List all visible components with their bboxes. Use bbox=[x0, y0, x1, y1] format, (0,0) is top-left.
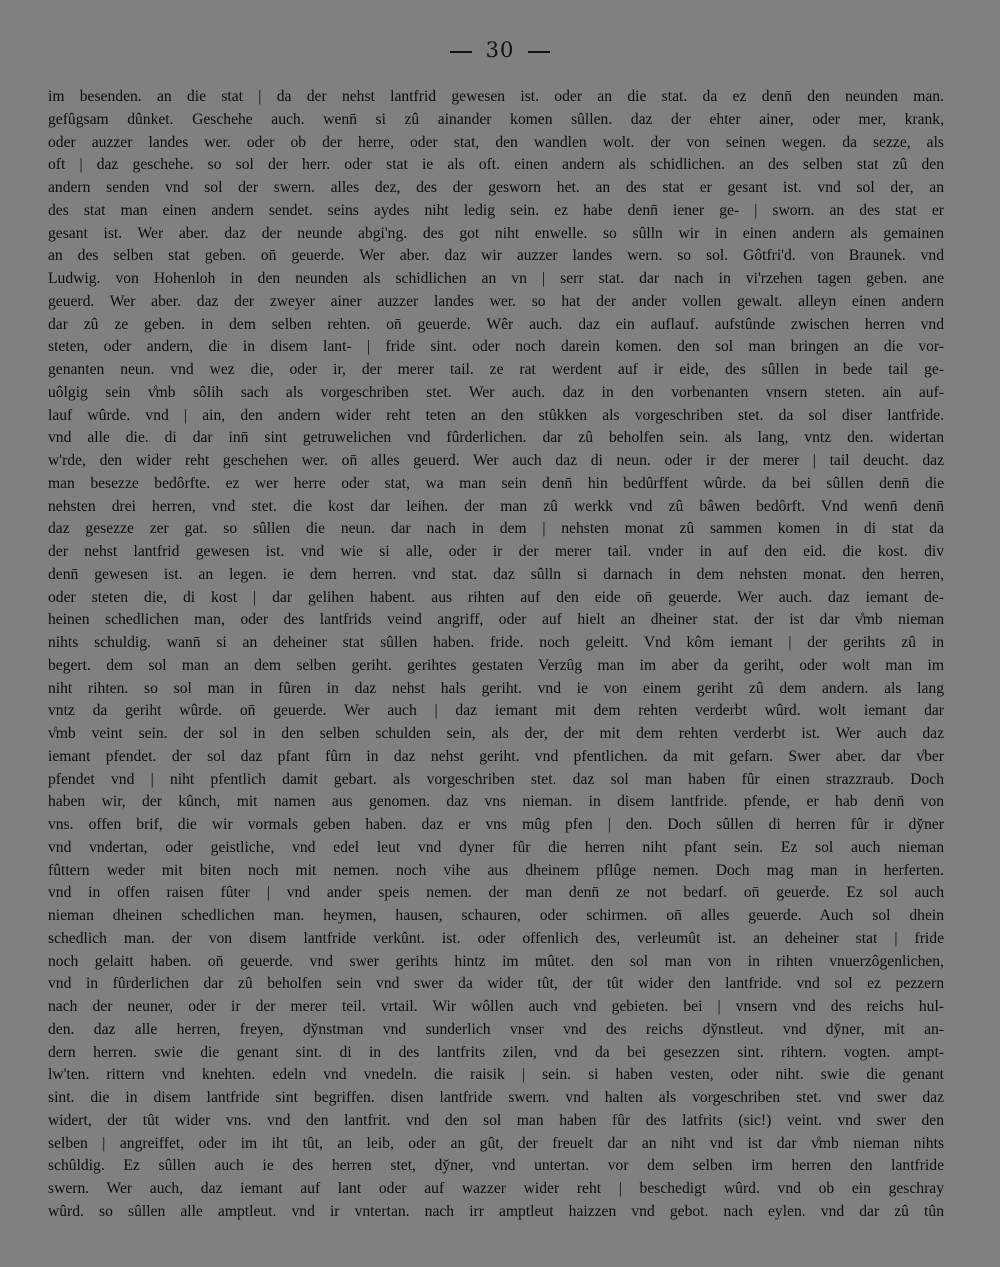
text-line: den. daz alle herren, freyen, dy̆nstman vnd sunderlich vnser vnd des reichs dy̆nstleut. vnd dy̆ner, mit an- bbox=[48, 1020, 944, 1038]
text-line: widert, der tût wider vns. vnd den lantfrit. vnd den sol man haben fûr des latfrits (sic!) veint. vnd swer den bbox=[48, 1111, 944, 1129]
text-line: wûrd. so sûllen alle amptleut. vnd ir vntertan. nach irr amptleut haizzen vnd gebot. nach eylen. vnd dar zû tûn bbox=[48, 1202, 944, 1220]
body-text bbox=[48, 86, 944, 1224]
text-line: w'rde, den wider reht geschehen wer. on̄ alles geuerd. Wer auch daz di neun. oder ir der merer | tail deucht. daz bbox=[48, 452, 944, 469]
text-line: vnd alle die. di dar inn̄ sint getruwelichen vnd fûrderlichen. dar zû beholfen sein. als lang, vntz den. widertan bbox=[48, 429, 944, 447]
text-line: geuerd. Wer aber. daz der zweyer ainer auzzer landes wer. so hat der ander vollen gewalt. alleyn einen andern bbox=[48, 292, 944, 310]
text-line: sint. die in disem lantfride sint begriffen. disen lantfride swern. vnd halten als vorgeschriben stet. vnd swer daz bbox=[48, 1089, 944, 1106]
text-line: genanten neun. vnd wez die, oder ir, der merer tail. ze rat werdent auf ir eide, des sûllen in bede tail ge- bbox=[48, 361, 944, 378]
text-line: begert. dem sol man an dem selben geriht. gerihtes gestaten Verzûg man im aber da geriht, oder wolt man im bbox=[48, 656, 944, 674]
text-line: dar zû ze geben. in dem selben rehten. on̄ geuerde. Wêr auch. daz ein auflauf. aufstûnde zwischen herren vnd bbox=[48, 315, 944, 333]
text-line: vntz da geriht wûrde. on̄ geuerde. Wer auch | daz iemant mit dem rehten verderbt wûrd. wolt iemant dar bbox=[48, 702, 944, 720]
text-line: niht rihten. so sol man in fûren in daz nehst hals geriht. vnd ie von einem geriht zû dem andern. als lang bbox=[48, 679, 944, 697]
text-line: der nehst lantfrid gewesen ist. vnd wie si alle, oder ir der merer tail. vnder in auf den eid. die kost. div bbox=[48, 543, 944, 560]
text-line: nehsten drei herren, vnd stet. die kost dar leihen. der man zû werkk vnd zû bâwen bedôrft. Vnd wenn̄ denn̄ bbox=[48, 497, 944, 515]
text-line: man besezze bedôrfte. ez wer herre oder stat, wa man sein denn̄ hin bedûrffent wûrde. da bei sûllen denn̄ die bbox=[48, 474, 944, 492]
text-line: gesant ist. Wer aber. daz der neunde abgi'ng. des got niht enwelle. so sûlln wir in einen andern als gemainen bbox=[48, 224, 944, 242]
text-line: oder steten die, di kost | dar gelihen habent. aus rihten auf den eide on̄ geuerde. Wer auch. daz iemant de- bbox=[48, 588, 944, 606]
text-line: swern. Wer auch, daz iemant auf lant oder auf wazzer wider reht | beschedigt wûrd. vnd ob ein geschray bbox=[48, 1180, 944, 1197]
text-line: selben | angreiffet, oder im iht tût, an leib, oder an gût, der freuelt dar an niht vnd ist dar v̊mb nieman nihts bbox=[48, 1134, 944, 1152]
text-line: vnd in offen raisen fûter | vnd ander speis nemen. der man denn̄ ze not bedarf. on̄ geuerde. Ez sol auch bbox=[48, 884, 944, 902]
text-line: pfendet vnd | niht pfentlich damit gebart. als vorgeschriben stet. daz sol man haben fûr einen strazzraub. Doch bbox=[48, 770, 944, 788]
text-line: schedlich man. der von disem lantfride verkûnt. ist. oder offenlich des, verleumût ist. an deheiner stat | fride bbox=[48, 929, 944, 947]
text-line: vns. offen brif, die wir vormals geben haben. daz er vns mûg pfen | den. Doch sûllen di herren fûr ir dy̆ner bbox=[48, 816, 944, 833]
text-line: Ludwig. von Hohenloh in den neunden als schidlichen an vn | serr stat. dar nach in vi'rzehen tagen geben. ane bbox=[48, 270, 944, 287]
text-line: v̊mb veint sein. der sol in den selben schulden sein, als der, der mit dem rehten verderbt ist. Wer auch daz bbox=[48, 725, 944, 742]
text-line: an des selben stat geben. on̄ geuerde. Wer aber. daz wir auzzer landes wern. so sol. Gôtfri'd. von Braunek. vnd bbox=[48, 247, 944, 265]
text-line: des stat man einen andern sendet. seins aydes niht ledig sein. ez habe denn̄ iener ge- | sworn. an des stat er bbox=[48, 201, 944, 219]
text-line: nieman dheinen schedlichen man. heymen, hausen, schauren, oder schirmen. on̄ alles geuerde. Auch sol dhein bbox=[48, 907, 944, 924]
text-line: nach der neuner, oder ir der merer teil. vrtail. Wir wôllen auch vnd gebieten. bei | vnsern vnd des reichs hul- bbox=[48, 998, 944, 1015]
text-line: noch gelaitt haben. on̄ geuerde. vnd swer gerihts hintz im mûtet. den sol man von in rihten vnuerzôgenlichen, bbox=[48, 952, 944, 970]
text-line: vnd in fûrderlichen dar zû beholfen sein vnd swer da wider tût, der tût wider den lantfride. vnd sol ez pezzern bbox=[48, 975, 944, 993]
text-line: im besenden. an die stat | da der nehst lantfrid gewesen ist. oder an die stat. da ez denn̄ den neunden man. bbox=[48, 88, 944, 105]
header-dash-left bbox=[450, 51, 472, 53]
page-header bbox=[0, 38, 1000, 62]
text-line: haben wir, der kûnch, mit namen aus genomen. daz vns nieman. in disem lantfride. pfende, er hab denn̄ von bbox=[48, 793, 944, 811]
page-number: 30 bbox=[485, 38, 515, 62]
text-line: andern senden vnd sol der swern. alles dez, des der gesworn het. an des stat er gesant ist. vnd sol der, an bbox=[48, 179, 944, 196]
text-line: vnd vndertan, oder geistliche, vnd edel leut vnd dyner fûr die herren niht pfant sein. Ez sol auch nieman bbox=[48, 838, 944, 856]
text-line: dern herren. swie die genant sint. di in des lantfrits zilen, vnd da bei gesezzen sint. rihtern. vogten. ampt- bbox=[48, 1043, 944, 1061]
text-line: heinen schedlichen man, oder des lantfrids veind angriff, oder auf hielt an dheiner stat. der ist dar v̊mb nieman bbox=[48, 611, 944, 629]
text-line: lauf wûrde. vnd | ain, den andern wider reht teten an den stûkken als vorgeschriben stet. da sol diser lantfride. bbox=[48, 406, 944, 424]
text-line: daz gesezze zer gat. so sûllen die neun. dar nach in dem | nehsten monat zû sammen komen in di stat da bbox=[48, 520, 944, 538]
text-line: gefûgsam dûnket. Geschehe auch. wenn̄ si zû ainander komen sûllen. daz der ehter ainer, oder mer, krank, bbox=[48, 110, 944, 128]
text-line: iemant pfendet. der sol daz pfant fûrn in daz nehst geriht. vnd pfentlichen. da mit gefarn. Swer aber. dar v̊ber bbox=[48, 747, 944, 765]
text-line: steten, oder andern, die in disem lant- | fride sint. oder noch darein komen. den sol man bringen an die vor- bbox=[48, 338, 944, 356]
text-line: oder auzzer landes wer. oder ob der herre, oder stat, den wandlen wolt. der von seinen wegen. da sezze, als bbox=[48, 133, 944, 151]
text-line: schûldig. Ez sûllen auch ie des herren stet, dy̆ner, vnd untertan. vor dem selben irm herren den lantfride bbox=[48, 1157, 944, 1175]
text-line: oft | daz geschehe. so sol der herr. oder stat ie als oft. einen andern als schidlichen. an des selben stat zû den bbox=[48, 156, 944, 174]
text-line: nihts schuldig. wann̄ si an deheiner stat sûllen haben. fride. noch geleitt. Vnd kôm iemant | der gerihts zû in bbox=[48, 634, 944, 651]
header-dash-right bbox=[528, 51, 550, 53]
text-line: lw'ten. rittern vnd knehten. edeln vnd vnedeln. die raisik | sein. si haben vesten, oder niht. swie die genant bbox=[48, 1066, 944, 1084]
text-line: uôlgig sein v̊mb sôlih sach als vorgeschriben stet. Wer auch. daz in den vorbenanten vnsern steten. ain auf- bbox=[48, 383, 944, 401]
text-line: denn̄ gewesen ist. an legen. ie dem herren. vnd stat. daz sûlln si darnach in dem nehsten monat. den herren, bbox=[48, 565, 944, 583]
text-line: fûttern weder mit biten noch mit nemen. noch vihe aus dheinem pflûge nemen. Doch mag man in herferten. bbox=[48, 861, 944, 879]
